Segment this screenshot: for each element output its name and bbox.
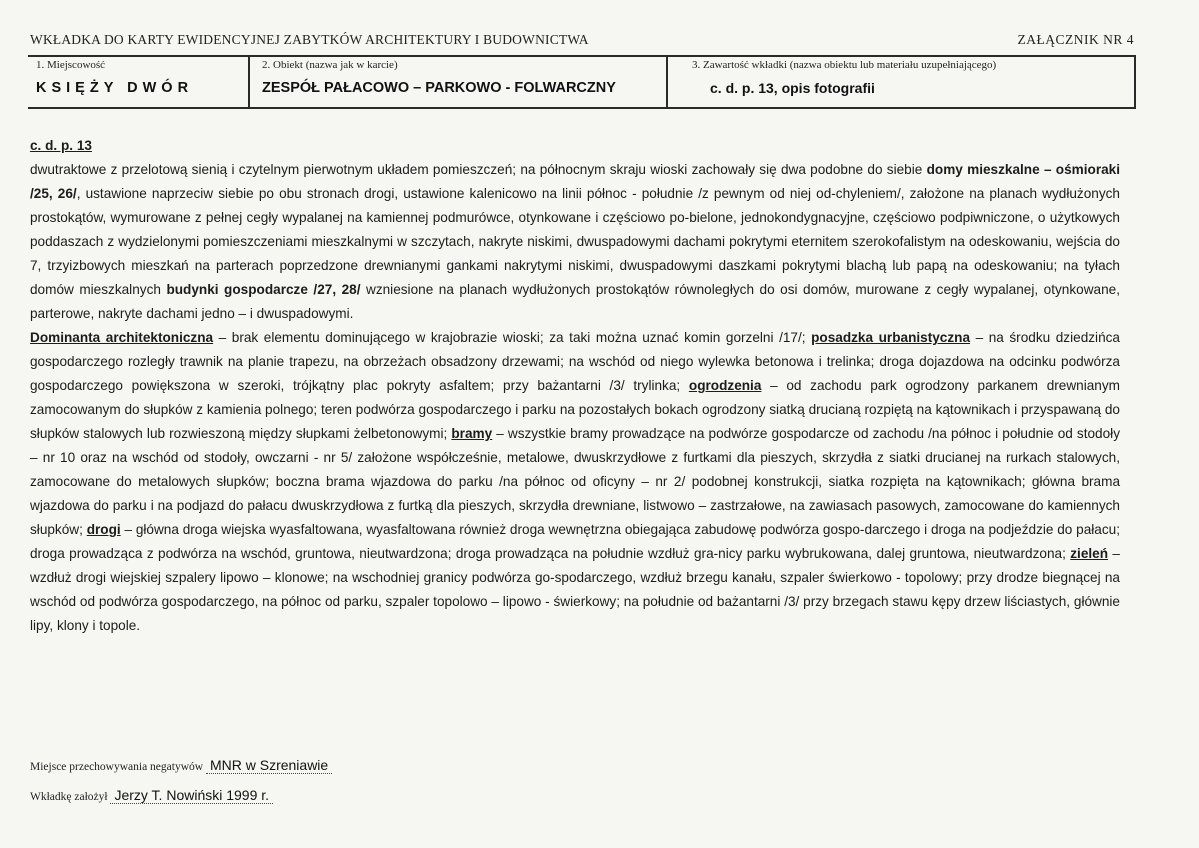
term-run: ogrodzenia xyxy=(688,378,762,393)
term-run: Dominanta architektoniczna xyxy=(30,330,214,345)
term-run: bramy xyxy=(451,426,493,441)
header-rule-top xyxy=(28,55,1136,57)
section-heading: c. d. p. 13 xyxy=(30,138,92,153)
paragraph-2 xyxy=(30,326,1120,638)
text-run: – na środku dziedzińca gospodarczego rozległy trawnik na planie trapezu, na obrzeżach obsadzony drzewami; na wschód od niego wylewka betonowa i trelinka; droga dojazdowa na odcinku podwórza gospodarczego powiększona w szeroki, trójkątny plac pokryty asfaltem; przy bażantarni /3/ trylinka; xyxy=(30,330,1120,393)
text-run: dwutraktowe z przelotową sienią i czytelnym pierwotnym układem pomieszczeń; na północnym skraju wioski zachowały się dwa podobne do siebie xyxy=(30,162,927,177)
text-run: – od zachodu park ogrodzony parkanem drewnianym zamocowanym do słupków z kamienia polnego; teren podwórza gospodarczego i parku na pozostałych bokach ogrodzony siatką drucianą rozpiętą na kątownikach i przyspawaną do słupków stalowych lub rozwieszoną między słupkami żelbetonowymi; xyxy=(30,378,1120,441)
author-value: Jerzy T. Nowiński 1999 r. xyxy=(110,787,273,804)
footer-author xyxy=(30,787,273,803)
storage-value: MNR w Szreniawie xyxy=(206,757,332,774)
text-run: , ustawione naprzeciw siebie po obu stronach drogi, ustawione kalenicowo na linii północ - południe /z pewnym od niej od-chyleniem/, założone na planach wydłużonych prostokątów, wymurowane z pełnej cegły wypalanej na kamiennej podmurówce, otynkowane i częściowo po-bielone, jednokondygnacyjne, częściowo podpiwniczone, o użytkowych poddaszach z wydzielonymi pomieszczeniami mieszkalnymi w szczytach, nakryte niskimi, dwuspadowymi dachami pokrytymi eternitem szerokofalistym na odeskowaniu, wejścia do 7, trzyizbowych mieszkań na parterach poprzedzone drewnianymi gankami nakrytymi niskimi, dwuspadowymi daszkami pokrytymi blachą lub papą na odeskowaniu; na tyłach domów mieszkalnych xyxy=(30,186,1120,297)
field-locality-label: 1. Miejscowość xyxy=(36,59,106,71)
header-rule-bottom xyxy=(28,107,1136,109)
text-run: wzniesione na planach wydłużonych prostokątów równoległych do osi domów, murowane z cegły wypalanej, otynkowane, parterowe, nakryte dachami jedno – i dwuspadowymi. xyxy=(30,282,1120,321)
text-run: – wszystkie bramy prowadzące na podwórze gospodarcze od zachodu /na północ i południe od stodoły – nr 10 oraz na wschód od stodoły, owczarni - nr 5/ założone współcześnie, metalowe, dwuskrzydłowe z furtkami dla pieszych, skrzydła z siatki drucianej na rurkach stalowych, zamocowane do metalowych słupków; boczna brama wjazdowa do parku /na północ od oficyny – nr 2/ podobnej konstrukcji, siatka rozpięta na kątownikach; główna brama wjazdowa do parku i na podjazd do pałacu dwuskrzydłowa z furtką dla pieszych, skrzydła drewniane, listwowo – zastrzałowe, na zawiasach pasowych, zamocowane do kamiennych słupków; xyxy=(30,426,1120,537)
annex-number: ZAŁĄCZNIK NR 4 xyxy=(1017,32,1134,47)
emphasis-run: budynki gospodarcze /27, 28/ xyxy=(166,282,361,297)
field-object-label: 2. Obiekt (nazwa jak w karcie) xyxy=(262,59,398,71)
field-divider-2 xyxy=(666,55,668,109)
term-run: posadzka urbanistyczna xyxy=(811,330,971,345)
emphasis-run: domy mieszkalne – ośmioraki /25, 26/ xyxy=(30,162,1121,201)
field-object-value: ZESPÓŁ PAŁACOWO – PARKOWO - FOLWARCZNY xyxy=(262,80,616,96)
storage-label: Miejsce przechowywania negatywów xyxy=(30,761,204,773)
text-run: – brak elementu dominującego w krajobrazie wioski; za taki można uznać komin gorzelni /17/; xyxy=(213,330,812,345)
field-contents-label: 3. Zawartość wkładki (nazwa obiektu lub materiału uzupełniającego) xyxy=(692,59,997,71)
field-divider-1 xyxy=(248,55,250,109)
text-run: – główna droga wiejska wyasfaltowana, wyasfaltowana również droga wewnętrzna obiegająca zabudowę podwórza gospo-darczego i droga na podjeździe do pałacu; droga prowadząca z podwórza na wschód, gruntowa, nieutwardzona; droga prowadząca na południe wzdłuż gra-nicy parku wybrukowana, dalej gruntowa, nieutwardzona; xyxy=(30,522,1120,561)
header-title: WKŁADKA DO KARTY EWIDENCYJNEJ ZABYTKÓW ARCHITEKTURY I BUDOWNICTWA xyxy=(30,32,589,47)
footer-storage xyxy=(30,757,332,773)
field-contents-value: c. d. p. 13, opis fotografii xyxy=(710,80,875,96)
field-border-right xyxy=(1134,55,1136,109)
document-body xyxy=(30,134,1120,638)
document-header xyxy=(30,32,1159,52)
field-locality-value: KSIĘŻY DWÓR xyxy=(36,80,194,96)
paragraph-1 xyxy=(30,158,1120,326)
author-label: Wkładkę założył xyxy=(30,791,108,803)
text-run: – wzdłuż drogi wiejskiej szpalery lipowo – klonowe; na wschodniej granicy podwórza go-spodarczego, wzdłuż brzegu kanału, szpaler świerkowo - topolowy; przy drodze biegnącej na wschód od podwórza gospodarczego, na północ od parku, szpaler topolowo – lipowo - świerkowy; na południe od bażantarni /3/ przy brzegach stawu kępy drzew liściastych, głównie lipy, klony i topole. xyxy=(30,546,1120,633)
term-run: drogi xyxy=(86,522,121,537)
term-run: zieleń xyxy=(1070,546,1109,561)
